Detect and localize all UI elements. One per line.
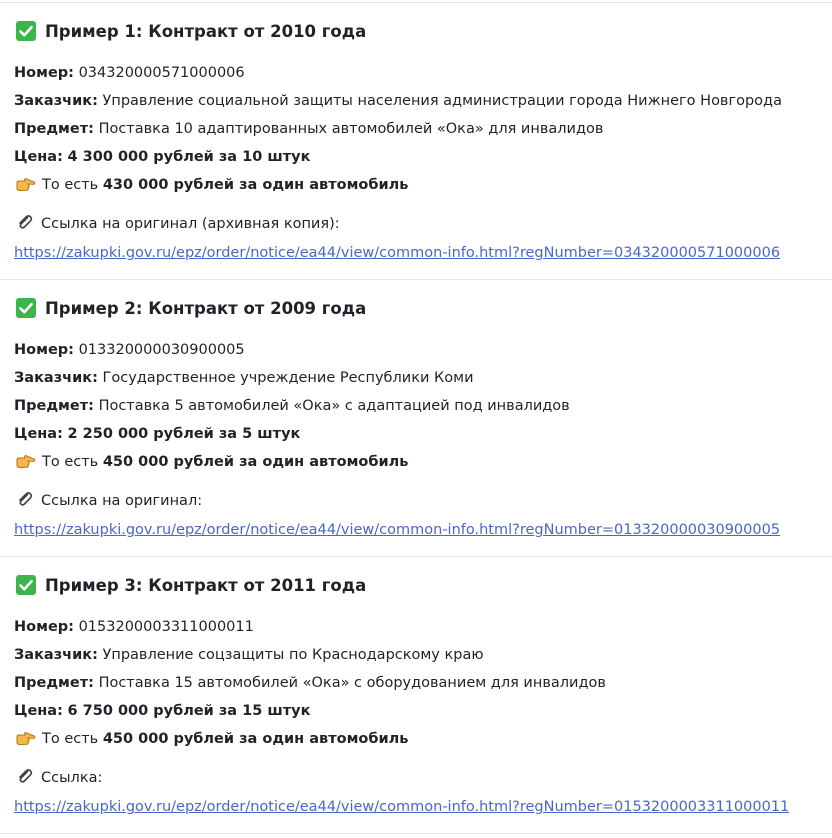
price-value: 6 750 000 рублей за 15 штук (67, 703, 311, 719)
divider-1 (0, 279, 832, 280)
paperclip-icon (16, 767, 34, 785)
customer-line (14, 644, 484, 666)
paperclip-icon (16, 490, 34, 508)
price-value: 2 250 000 рублей за 5 штук (67, 426, 301, 442)
number-line (14, 616, 254, 638)
price-line (14, 146, 310, 168)
original-contract-link[interactable]: https://zakupki.gov.ru/epz/order/notice/ea44/view/common-info.html?regNumber=034320000571000006 (14, 245, 781, 261)
contract-heading (14, 294, 366, 322)
subject-line (14, 672, 606, 694)
number-label: Номер: (14, 342, 74, 358)
contract-heading (14, 571, 366, 599)
customer-value: Управление соцзащиты по Краснодарскому краю (102, 647, 484, 663)
divider-bottom (0, 833, 832, 834)
subject-value: Поставка 5 автомобилей «Ока» с адаптацией под инвалидов (98, 398, 570, 414)
link-label-line (14, 490, 202, 512)
price-value: 4 300 000 рублей за 10 штук (67, 149, 311, 165)
backhand-index-pointing-right-icon (16, 453, 36, 469)
number-value: 034320000571000006 (78, 65, 245, 81)
contract-example-1 (14, 17, 826, 277)
divider-2 (0, 556, 832, 557)
link-label-line (14, 213, 340, 235)
paperclip-icon (16, 213, 34, 231)
number-line (14, 339, 245, 361)
customer-value: Государственное учреждение Республики Коми (102, 370, 474, 386)
customer-value: Управление социальной защиты населения администрации города Нижнего Новгорода (102, 93, 782, 109)
per-unit-prefix: То есть (42, 731, 99, 747)
number-label: Номер: (14, 65, 74, 81)
link-label: Ссылка на оригинал: (41, 493, 203, 509)
backhand-index-pointing-right-icon (16, 730, 36, 746)
subject-label: Предмет: (14, 675, 94, 691)
customer-label: Заказчик: (14, 370, 98, 386)
per-unit-prefix: То есть (42, 454, 99, 470)
price-label: Цена: (14, 149, 63, 165)
contract-heading-text: Пример 1: Контракт от 2010 года (45, 21, 367, 41)
per-unit-value: 450 000 рублей за один автомобиль (102, 454, 409, 470)
link-label-line (14, 767, 102, 789)
per-unit-line (14, 728, 408, 750)
check-mark-button-icon (16, 21, 36, 41)
customer-label: Заказчик: (14, 647, 98, 663)
per-unit-line (14, 451, 408, 473)
contract-heading-text: Пример 2: Контракт от 2009 года (45, 298, 367, 318)
price-label: Цена: (14, 703, 63, 719)
customer-line (14, 90, 782, 112)
link-label: Ссылка на оригинал (архивная копия): (41, 216, 340, 232)
original-contract-link[interactable]: https://zakupki.gov.ru/epz/order/notice/ea44/view/common-info.html?regNumber=013320000030900005 (14, 522, 781, 538)
subject-label: Предмет: (14, 398, 94, 414)
price-line (14, 700, 310, 722)
check-mark-button-icon (16, 298, 36, 318)
original-contract-link[interactable]: https://zakupki.gov.ru/epz/order/notice/ea44/view/common-info.html?regNumber=0153200003311000011 (14, 799, 790, 815)
customer-label: Заказчик: (14, 93, 98, 109)
per-unit-value: 450 000 рублей за один автомобиль (102, 731, 409, 747)
divider-top (0, 2, 832, 3)
subject-value: Поставка 15 автомобилей «Ока» с оборудованием для инвалидов (98, 675, 606, 691)
subject-label: Предмет: (14, 121, 94, 137)
number-value: 0153200003311000011 (78, 619, 254, 635)
contract-example-3 (14, 571, 826, 831)
contract-heading (14, 17, 366, 45)
subject-line (14, 118, 603, 140)
number-label: Номер: (14, 619, 74, 635)
price-label: Цена: (14, 426, 63, 442)
number-value: 013320000030900005 (78, 342, 245, 358)
per-unit-value: 430 000 рублей за один автомобиль (102, 177, 409, 193)
contract-heading-text: Пример 3: Контракт от 2011 года (45, 575, 367, 595)
per-unit-line (14, 174, 408, 196)
number-line (14, 62, 245, 84)
contract-example-2 (14, 294, 826, 554)
link-label: Ссылка: (41, 770, 103, 786)
check-mark-button-icon (16, 575, 36, 595)
backhand-index-pointing-right-icon (16, 176, 36, 192)
per-unit-prefix: То есть (42, 177, 99, 193)
subject-line (14, 395, 570, 417)
subject-value: Поставка 10 адаптированных автомобилей «Ока» для инвалидов (98, 121, 604, 137)
customer-line (14, 367, 474, 389)
price-line (14, 423, 300, 445)
